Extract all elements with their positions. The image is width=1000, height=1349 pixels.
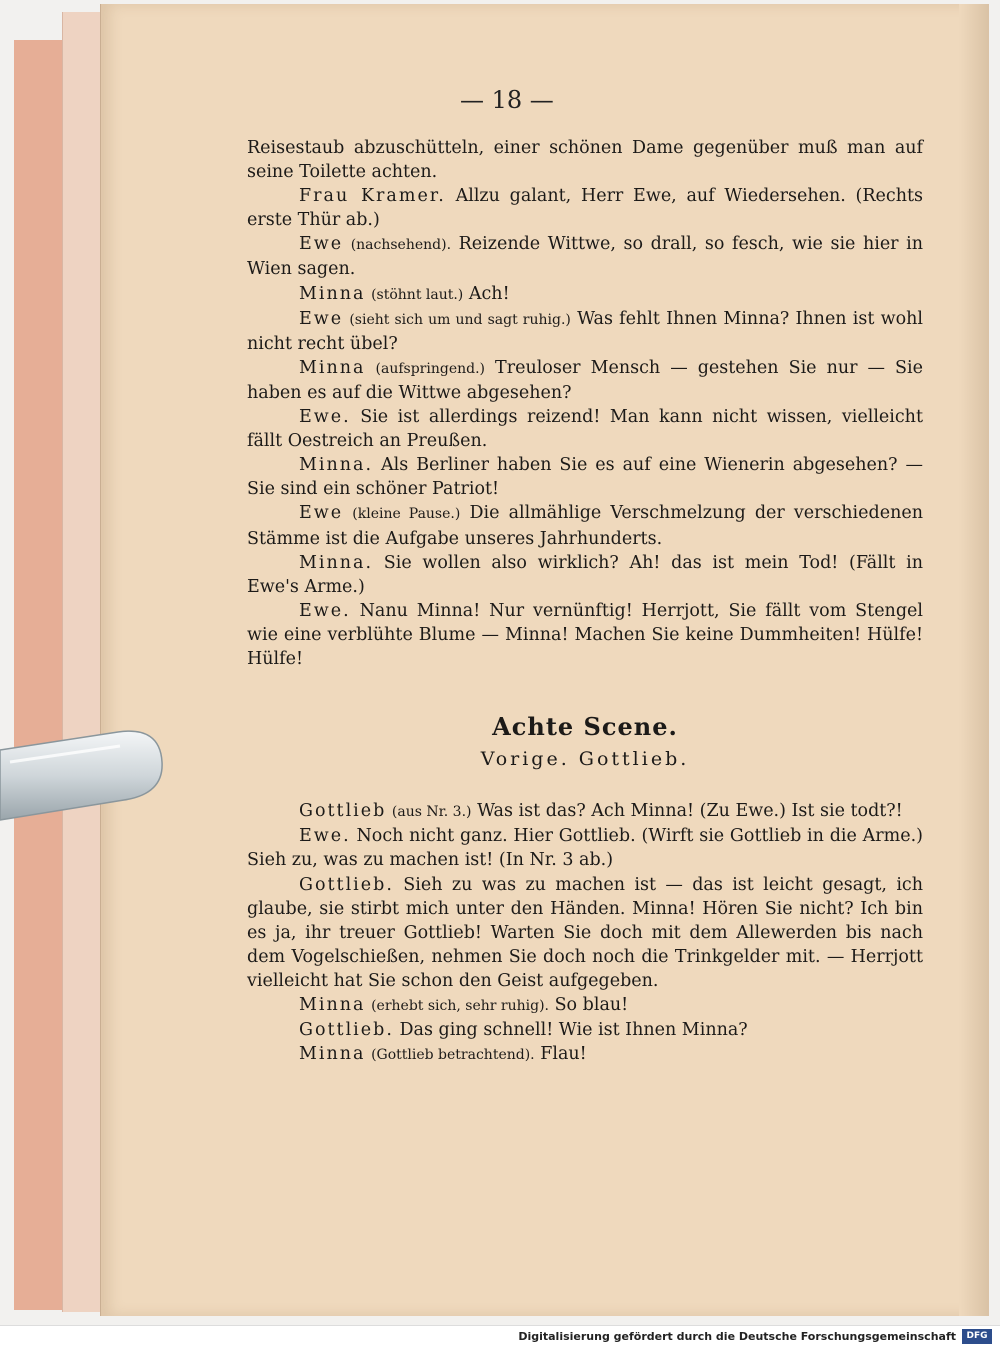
dialogue-paragraph	[247, 599, 923, 671]
stage-direction: (aus Nr. 3.)	[391, 804, 472, 821]
stage-direction: (erhebt sich, sehr ruhig).	[371, 998, 549, 1014]
speaker-name: Minna.	[299, 552, 374, 573]
footer-bar	[0, 1325, 1000, 1349]
page-text	[247, 136, 923, 1067]
speaker-name: Ewe.	[299, 600, 351, 621]
stage-direction: (kleine Pause.)	[352, 506, 461, 523]
dialogue-block-after	[247, 799, 923, 1067]
speaker-name: Minna	[299, 1044, 366, 1065]
speaker-name: Ewe.	[299, 826, 351, 847]
stage-direction: (Gottlieb betrachtend).	[371, 1047, 535, 1064]
dialogue-paragraph	[247, 824, 923, 872]
stage-direction: (stöhnt laut.)	[371, 286, 464, 303]
dialogue-text: So blau!	[554, 995, 629, 1015]
dialogue-text: Das ging schnell! Wie ist Ihnen Minna?	[399, 1020, 748, 1041]
dialogue-text: Als Berliner haben Sie es auf eine Wienerin abgesehen? — Sie sind ein schöner Patriot!	[247, 455, 923, 500]
dialogue-text: Nanu Minna! Nur vernünftig! Herrjott, Sie fällt vom Stengel wie eine verblühte Blume — Minna! Machen Sie keine Dummheiten! Hülfe! Hülfe!	[247, 600, 923, 669]
dialogue-text: Die allmählige Verschmelzung der verschiedenen Stämme ist die Aufgabe unseres Jahrhunderts.	[247, 503, 923, 549]
scene-cast: Vorige. Gottlieb.	[480, 748, 690, 771]
dialogue-text: Reisestaub abzuschütteln, einer schönen Dame gegenüber muß man auf seine Toilette achten.	[247, 138, 923, 183]
dialogue-text: Flau!	[540, 1044, 587, 1065]
dialogue-text: Sieh zu was zu machen ist — das ist leicht gesagt, ich glaube, sie stirbt mich unter den Händen. Minna! Hören Sie nicht? Ich bin es ja, ihr treuer Gottlieb! Warten Sie doch mit dem Allewerden bis nach dem Vogelschießen, nehmen Sie doch noch die Trinkgelder mit. — Herrjott vielleicht hat Sie schon den Geist aufgegeben.	[247, 874, 923, 991]
dialogue-paragraph	[247, 282, 923, 307]
dialogue-paragraph	[247, 1042, 923, 1067]
dialogue-block-before	[247, 136, 923, 671]
speaker-name: Ewe	[299, 234, 344, 255]
speaker-name: Minna	[299, 283, 366, 304]
dialogue-text: Reizende Wittwe, so drall, so fesch, wie sie hier in Wien sagen.	[247, 234, 923, 280]
speaker-name: Frau Kramer.	[299, 186, 446, 207]
speaker-name: Ewe	[299, 308, 344, 329]
dialogue-text: Was ist das? Ach Minna! (Zu Ewe.) Ist sie todt?!	[477, 801, 903, 822]
dialogue-paragraph	[247, 356, 923, 405]
dialogue-text: Ach!	[468, 283, 510, 304]
dialogue-text: Sie ist allerdings reizend! Man kann nicht wissen, vielleicht fällt Oestreich an Preußen.	[247, 407, 923, 452]
scene-title: Achte Scene.	[492, 712, 678, 742]
page-clip	[0, 722, 164, 826]
speaker-name: Ewe	[299, 503, 344, 524]
stage-direction: (sieht sich um und sagt ruhig.)	[349, 311, 571, 328]
dialogue-text: Treuloser Mensch — gestehen Sie nur — Sie haben es auf die Wittwe abgesehen?	[247, 357, 923, 403]
dialogue-paragraph	[247, 232, 923, 281]
page-number: — 18 —	[460, 86, 554, 114]
speaker-name: Minna	[299, 995, 366, 1015]
dialogue-text: Noch nicht ganz. Hier Gottlieb. (Wirft sie Gottlieb in die Arme.) Sieh zu, was zu machen ist! (In Nr. 3 ab.)	[247, 826, 923, 871]
dialogue-paragraph	[247, 405, 923, 453]
page-shadow	[959, 4, 989, 1316]
dialogue-paragraph	[247, 799, 923, 824]
dialogue-paragraph	[247, 184, 923, 232]
dialogue-paragraph	[247, 993, 923, 1018]
dialogue-text: Allzu galant, Herr Ewe, auf Wiedersehen. (Rechts erste Thür ab.)	[247, 186, 923, 231]
footer-credit: Digitalisierung gefördert durch die Deutsche Forschungsgemeinschaft	[518, 1330, 956, 1343]
speaker-name: Gottlieb	[299, 801, 387, 822]
dialogue-paragraph	[247, 307, 923, 356]
stage-direction: (nachsehend).	[350, 237, 452, 254]
dialogue-text: Sie wollen also wirklich? Ah! das ist mein Tod! (Fällt in Ewe's Arme.)	[247, 552, 923, 597]
speaker-name: Gottlieb.	[299, 1020, 394, 1041]
dfg-logo: DFG	[962, 1329, 992, 1344]
dialogue-paragraph	[247, 453, 923, 501]
speaker-name: Minna.	[299, 455, 374, 476]
dialogue-paragraph	[247, 873, 923, 993]
dialogue-text: Was fehlt Ihnen Minna? Ihnen ist wohl nicht recht übel?	[247, 308, 923, 354]
dialogue-paragraph	[247, 551, 923, 599]
speaker-name: Gottlieb.	[299, 874, 394, 895]
dialogue-paragraph	[247, 1018, 923, 1042]
stage-direction: (aufspringend.)	[375, 360, 486, 377]
speaker-name: Ewe.	[299, 407, 351, 428]
dialogue-paragraph	[247, 136, 923, 184]
dialogue-paragraph	[247, 501, 923, 550]
speaker-name: Minna	[299, 357, 366, 378]
